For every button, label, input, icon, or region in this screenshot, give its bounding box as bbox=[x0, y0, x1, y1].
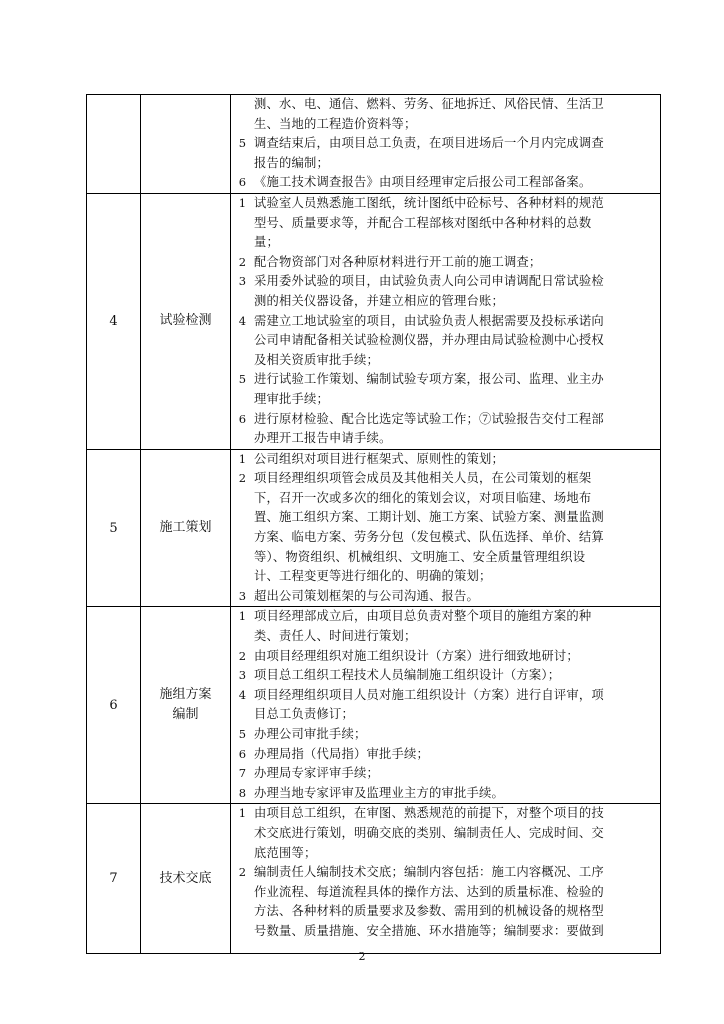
step-name bbox=[141, 804, 231, 954]
table-row bbox=[87, 95, 661, 194]
item-text-line: 型号、质量要求等，并配合工程部核对图纸中各种材料的总数 bbox=[254, 215, 592, 230]
list-item bbox=[231, 607, 660, 646]
row-number bbox=[87, 95, 141, 194]
item-text bbox=[254, 253, 660, 273]
item-text-line: 术交底进行策划，明确交底的类别、编制责任人、完成时间、交 bbox=[254, 825, 604, 840]
item-text-line: 试验室人员熟悉施工图纸，统计图纸中砼标号、各种材料的规范 bbox=[254, 195, 604, 210]
row-number: 7 bbox=[87, 804, 141, 954]
list-item bbox=[231, 272, 660, 311]
item-text bbox=[254, 725, 660, 745]
item-text bbox=[254, 134, 660, 173]
item-text bbox=[254, 607, 660, 646]
item-text-line: 生、当地的工程造价资料等； bbox=[254, 116, 417, 131]
item-text-line: 由项目经理组织对施工组织设计（方案）进行细致地研讨； bbox=[254, 648, 579, 663]
item-text-line: 需建立工地试验室的项目，由试验负责人根据需要及投标承诺向 bbox=[254, 313, 604, 328]
item-text bbox=[254, 745, 660, 765]
row-number: 6 bbox=[87, 607, 141, 804]
item-text-line: 报告的编制； bbox=[254, 155, 329, 170]
item-text-line: 调查结束后，由项目总工负责，在项目进场后一个月内完成调查 bbox=[254, 136, 604, 151]
list-item bbox=[231, 173, 660, 193]
list-item bbox=[231, 450, 660, 470]
item-text-line: 理审批手续； bbox=[254, 391, 329, 406]
item-text-line: 号数量、质量措施、安全措施、环水措施等；编制要求：要做到 bbox=[254, 923, 604, 938]
item-text-line: 公司申请配备相关试验检测仪器，并办理由局试验检测中心授权 bbox=[254, 333, 604, 348]
table-row bbox=[87, 607, 661, 804]
step-name-line: 技术交底 bbox=[159, 870, 212, 886]
item-text-line: 计、工程变更等进行细化的、明确的策划； bbox=[254, 569, 492, 584]
item-text bbox=[254, 312, 660, 371]
item-number: 2 bbox=[238, 865, 247, 880]
item-text bbox=[254, 450, 660, 470]
list-item bbox=[231, 370, 660, 409]
item-number: 4 bbox=[238, 687, 247, 702]
item-number: 5 bbox=[238, 727, 247, 741]
item-text-line: 《施工技术调查报告》由项目经理审定后报公司工程部备案。 bbox=[254, 175, 592, 190]
item-number: 5 bbox=[238, 136, 247, 151]
step-name bbox=[141, 193, 231, 449]
item-text-line: 目总工负责修订； bbox=[254, 707, 354, 722]
item-number: 3 bbox=[238, 668, 247, 683]
table-body bbox=[87, 95, 661, 954]
step-items bbox=[231, 449, 661, 607]
item-text-line: 办理当地专家评审及监理业主方的审批手续。 bbox=[254, 785, 504, 800]
list-item bbox=[231, 745, 660, 765]
item-text bbox=[254, 469, 660, 587]
item-text bbox=[254, 272, 660, 311]
step-name bbox=[141, 607, 231, 804]
step-items bbox=[231, 95, 661, 194]
list-item bbox=[231, 410, 660, 449]
item-text bbox=[254, 647, 660, 667]
list-item bbox=[231, 647, 660, 667]
item-number: 3 bbox=[238, 588, 247, 603]
step-name-line: 施工策划 bbox=[159, 520, 212, 536]
step-items bbox=[231, 193, 661, 449]
item-text bbox=[254, 370, 660, 409]
item-text-line: 编制责任人编制技术交底；编制内容包括：施工内容概况、工序 bbox=[254, 865, 604, 880]
item-text-line: 及相关资质审批手续； bbox=[254, 352, 379, 367]
item-text bbox=[254, 764, 660, 784]
item-text-line: 下，召开一次或多次的细化的策划会议，对项目临建、场地布 bbox=[254, 490, 592, 505]
item-text-line: 测的相关仪器设备，并建立相应的管理台账； bbox=[254, 293, 504, 308]
step-name bbox=[141, 95, 231, 194]
page-number: 2 bbox=[358, 950, 366, 963]
list-item bbox=[231, 469, 660, 587]
item-number: 8 bbox=[238, 785, 247, 800]
item-text-line: 配合物资部门对各种原材料进行开工前的施工调查； bbox=[254, 254, 542, 269]
item-text-line: 项目经理组织项管会成员及其他相关人员，在公司策划的框架 bbox=[254, 471, 592, 486]
item-text bbox=[254, 173, 660, 193]
item-text bbox=[254, 587, 660, 607]
step-name-line: 施组方案 bbox=[159, 687, 212, 703]
step-items bbox=[231, 607, 661, 804]
item-text-line: 测、水、电、通信、燃料、劳务、征地拆迁、风俗民情、生活卫 bbox=[254, 97, 604, 111]
item-text bbox=[254, 784, 660, 804]
item-text bbox=[254, 804, 660, 863]
item-text-line: 由项目总工组织，在审图、熟悉规范的前提下，对整个项目的技 bbox=[254, 806, 604, 821]
list-item bbox=[231, 312, 660, 371]
item-text bbox=[254, 666, 660, 686]
item-text bbox=[254, 95, 660, 134]
item-text-line: 量； bbox=[254, 235, 279, 250]
row-number: 5 bbox=[87, 449, 141, 607]
table-row bbox=[87, 449, 661, 607]
list-item bbox=[231, 95, 660, 134]
item-text-line: 方法、各种材料的质量要求及参数、需用到的机械设备的规格型 bbox=[254, 904, 604, 919]
item-text bbox=[254, 410, 660, 449]
list-item bbox=[231, 587, 660, 607]
item-number: 1 bbox=[238, 451, 247, 466]
table-row bbox=[87, 193, 661, 449]
item-number: 6 bbox=[238, 175, 247, 190]
step-items bbox=[231, 804, 661, 954]
item-text bbox=[254, 194, 660, 253]
item-text-line: 办理开工报告申请手续。 bbox=[254, 431, 392, 446]
item-number: 2 bbox=[238, 471, 247, 486]
item-number: 1 bbox=[238, 609, 247, 624]
item-text-line: 类、责任人、时间进行策划； bbox=[254, 629, 417, 644]
item-text bbox=[254, 863, 660, 941]
item-number: 5 bbox=[238, 372, 247, 387]
item-text-line: 进行试验工作策划、编制试验专项方案，报公司、监理、业主办 bbox=[254, 372, 604, 387]
item-text-line: 置、施工组织方案、工期计划、施工方案、试验方案、测量监测 bbox=[254, 510, 604, 525]
item-number: 7 bbox=[238, 766, 247, 781]
item-text-line: 进行原材检验、配合比选定等试验工作；⑦试验报告交付工程部 bbox=[254, 411, 604, 426]
item-text-line: 公司组织对项目进行框架式、原则性的策划； bbox=[254, 451, 504, 466]
item-number: 3 bbox=[238, 274, 247, 289]
item-text-line: 办理局指（代局指）审批手续； bbox=[254, 746, 429, 761]
list-item bbox=[231, 666, 660, 686]
process-table bbox=[86, 94, 661, 954]
list-item bbox=[231, 804, 660, 863]
item-text-line: 项目总工组织工程技术人员编制施工组织设计（方案）； bbox=[254, 668, 561, 683]
item-number: 2 bbox=[238, 648, 247, 663]
item-number: 1 bbox=[238, 806, 247, 821]
step-name-line: 编制 bbox=[172, 707, 199, 723]
item-number: 4 bbox=[238, 313, 247, 328]
step-name bbox=[141, 449, 231, 607]
item-text-line: 作业流程、每道流程具体的操作方法、达到的质量标准、检验的 bbox=[254, 884, 604, 899]
item-number: 1 bbox=[238, 195, 247, 210]
item-number: 2 bbox=[238, 254, 247, 269]
table-row bbox=[87, 804, 661, 954]
item-text-line: 超出公司策划框架的与公司沟通、报告。 bbox=[254, 588, 479, 603]
list-item bbox=[231, 194, 660, 253]
list-item bbox=[231, 134, 660, 173]
item-text-line: 项目经理部成立后，由项目总负责对整个项目的施组方案的种 bbox=[254, 609, 592, 624]
item-text-line: 办理局专家评审手续； bbox=[254, 766, 379, 781]
item-text-line: 底范围等； bbox=[254, 845, 317, 860]
item-number: 6 bbox=[238, 746, 247, 761]
item-number: 6 bbox=[238, 411, 247, 426]
item-text-line: 方案、临电方案、劳务分包（发包模式、队伍选择、单价、结算 bbox=[254, 530, 604, 545]
item-text-line: 等）、物资组织、机械组织、文明施工、安全质量管理组织设 bbox=[254, 549, 586, 564]
item-text bbox=[254, 686, 660, 725]
list-item bbox=[231, 764, 660, 784]
step-name-line: 试验检测 bbox=[159, 313, 212, 329]
list-item bbox=[231, 784, 660, 804]
list-item bbox=[231, 253, 660, 273]
list-item bbox=[231, 863, 660, 941]
list-item bbox=[231, 686, 660, 725]
item-text-line: 办理公司审批手续； bbox=[254, 727, 367, 741]
item-text-line: 采用委外试验的项目，由试验负责人向公司申请调配日常试验检 bbox=[254, 274, 604, 289]
list-item bbox=[231, 725, 660, 745]
item-text-line: 项目经理组织项目人员对施工组织设计（方案）进行自评审，项 bbox=[254, 687, 604, 702]
row-number: 4 bbox=[87, 193, 141, 449]
item-number bbox=[231, 95, 254, 134]
